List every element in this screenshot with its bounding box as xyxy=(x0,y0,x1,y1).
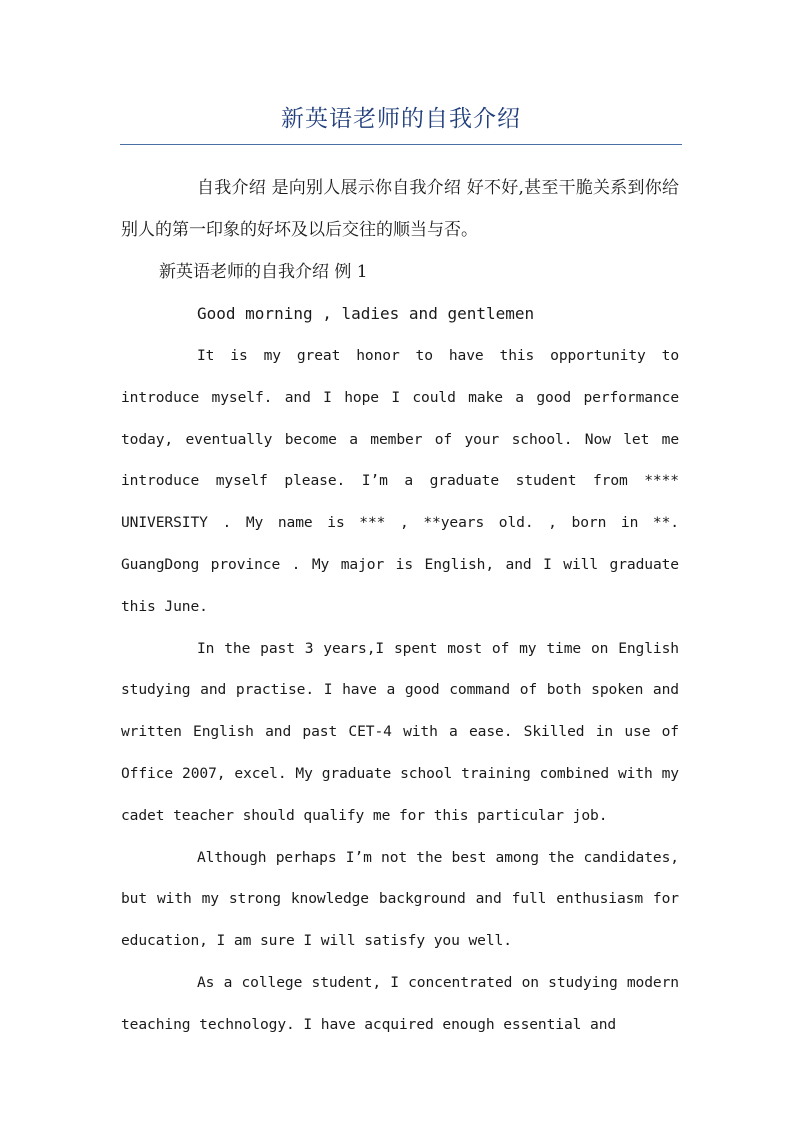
example-label: 新英语老师的自我介绍 例 1 xyxy=(159,262,368,282)
title-underline xyxy=(120,144,682,145)
document-title: 新英语老师的自我介绍 xyxy=(281,106,521,132)
body-paragraph-3: Although perhaps I’m not the best among the candidates, but with my strong knowledge background and full enthusiasm for education, I am sure I will satisfy you well. xyxy=(121,848,679,950)
greeting-line: Good morning , ladies and gentlemen xyxy=(197,304,535,323)
body-paragraph-2: In the past 3 years,I spent most of my time on English studying and practise. I have a good command of both spoken and written English and past CET-4 with a ease. Skilled in use of Office 2007, excel. My graduate school training combined with my cadet teacher should qualify me for this particular job. xyxy=(121,639,679,824)
intro-paragraph: 自我介绍 是向别人展示你自我介绍 好不好,甚至干脆关系到你给别人的第一印象的好坏及以后交往的顺当与否。 xyxy=(121,178,679,240)
body-paragraph-1: It is my great honor to have this opportunity to introduce myself. and I hope I could make a good performance today, eventually become a member of your school. Now let me introduce myself please. I’m a graduate student from **** UNIVERSITY . My name is *** , **years old. , born in **. GuangDong province . My major is English, and I will graduate this June. xyxy=(121,347,679,615)
body-paragraph-4: As a college student, I concentrated on studying modern teaching technology. I have acquired enough essential and xyxy=(121,973,679,1033)
document-body xyxy=(121,167,679,1046)
